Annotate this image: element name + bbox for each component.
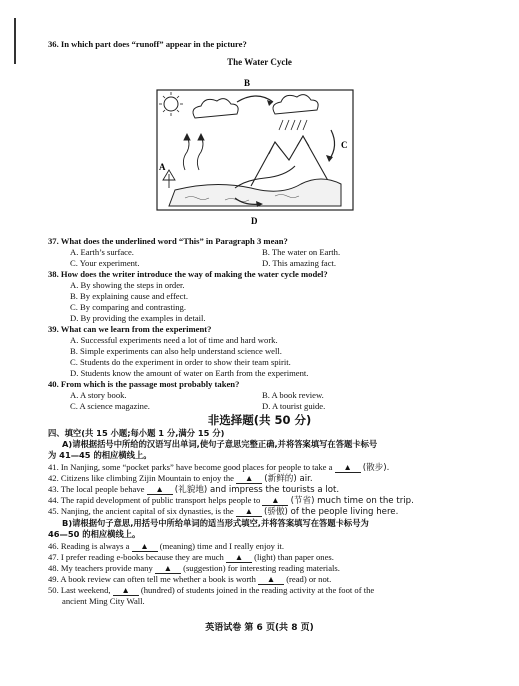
- q40-stem: 40. From which is the passage most probably taken?: [48, 379, 240, 389]
- q43-hint: (礼貌地) and impress the tourists a lot.: [174, 485, 340, 495]
- q50-text: 50. Last weekend,: [48, 585, 111, 595]
- q37-option-a: A. Earth’s surface.: [70, 247, 134, 257]
- q39-option-c: C. Students do the experiment in order to show their team spirit.: [70, 357, 291, 367]
- q38-stem: 38. How does the writer introduce the way of making the water cycle model?: [48, 269, 328, 279]
- q39-option-b: B. Simple experiments can also help understand science well.: [70, 346, 282, 356]
- q37-option-d: D. This amazing fact.: [262, 258, 337, 268]
- q45: [48, 506, 398, 517]
- q40-option-b: B. A book review.: [262, 390, 324, 400]
- q46-hint: (meaning) time and I really enjoy it.: [159, 541, 285, 551]
- q40-option-a: A. A story book.: [70, 390, 127, 400]
- runoff-river-icon: [235, 166, 295, 188]
- q46: [48, 541, 284, 552]
- sun-icon: [159, 92, 183, 116]
- q46-text: 46. Reading is always a: [48, 541, 130, 551]
- evaporation-arrows-icon: [183, 134, 204, 170]
- q48-answer-blank[interactable]: ▲: [155, 563, 181, 574]
- label-a: A: [159, 162, 166, 172]
- q43: [48, 484, 339, 495]
- q44-answer-blank[interactable]: ▲: [262, 495, 288, 506]
- q50-hint: (hundred) of students joined in the reading activity at the foot of the: [140, 585, 375, 595]
- q49-hint: (read) or not.: [286, 574, 332, 584]
- q45-text: 45. Nanjing, the ancient capital of six dynasties, is the: [48, 506, 234, 516]
- cloud-right-icon: [273, 95, 318, 114]
- water-cycle-diagram: [155, 70, 355, 230]
- part4-b-instruction-line1: B)请根据句子意思,用括号中所给单词的适当形式填空,并将答案填写在答题卡标号为: [62, 518, 369, 528]
- q41-answer-blank[interactable]: ▲: [335, 462, 361, 473]
- part4-heading: 四、填空(共 15 小题;每小题 1 分,满分 15 分): [48, 428, 225, 438]
- q44-text: 44. The rapid development of public transport helps people to: [48, 495, 261, 505]
- page-footer: 英语试卷 第 6 页(共 8 页): [205, 623, 314, 633]
- q36-stem: 36. In which part does “runoff” appear in the picture?: [48, 39, 247, 49]
- label-d: D: [251, 216, 258, 226]
- label-c: C: [341, 140, 348, 150]
- q42-text: 42. Citizens like climbing Zijin Mountain to enjoy the: [48, 473, 234, 483]
- q37-option-b: B. The water on Earth.: [262, 247, 341, 257]
- q49-text: 49. A book review can often tell me whether a book is worth: [48, 574, 256, 584]
- q50-answer-blank[interactable]: ▲: [113, 585, 139, 596]
- q46-answer-blank[interactable]: ▲: [132, 541, 158, 552]
- q48-hint: (suggestion) for interesting reading materials.: [183, 563, 340, 573]
- part4-b-instruction-line2: 46—50 的相应横线上。: [48, 529, 141, 539]
- section-title: 非选择题(共 50 分): [207, 413, 312, 427]
- q42-hint: (新鲜的) air.: [264, 474, 313, 484]
- q43-text: 43. The local people behave: [48, 484, 145, 494]
- q37-stem: 37. What does the underlined word “This” in Paragraph 3 mean?: [48, 236, 288, 246]
- q42: [48, 473, 313, 484]
- q44-hint: (节省) much time on the trip.: [290, 496, 414, 506]
- q45-answer-blank[interactable]: ▲: [236, 506, 262, 517]
- q47-answer-blank[interactable]: ▲: [226, 552, 252, 563]
- part4-a-instruction-line1: A)请根据括号中所给的汉语写出单词,使句子意思完整正确,并将答案填写在答题卡标号: [62, 439, 378, 449]
- q47-hint: (light) than paper ones.: [254, 552, 334, 562]
- q38-option-a: A. By showing the steps in order.: [70, 280, 185, 290]
- lake-icon: [169, 179, 341, 206]
- q38-option-b: B. By explaining cause and effect.: [70, 291, 188, 301]
- q37-option-c: C. Your experiment.: [70, 258, 140, 268]
- label-b: B: [244, 78, 251, 88]
- cloud-left-icon: [193, 99, 238, 118]
- part4-a-instruction-line2: 为 41—45 的相应横线上。: [48, 450, 152, 460]
- q47: [48, 552, 334, 563]
- q38-option-d: D. By providing the examples in detail.: [70, 313, 206, 323]
- q41: [48, 462, 389, 473]
- q45-hint: (骄傲) of the people living here.: [264, 507, 399, 517]
- rain-icon: [279, 120, 307, 130]
- q48-text: 48. My teachers provide many: [48, 563, 153, 573]
- q39-option-d: D. Students know the amount of water on Earth from the experiment.: [70, 368, 309, 378]
- q43-answer-blank[interactable]: ▲: [147, 484, 173, 495]
- q41-hint: (散步).: [362, 463, 390, 473]
- q50-line2: ancient Ming City Wall.: [62, 596, 145, 606]
- q41-text: 41. In Nanjing, some “pocket parks” have become good places for people to take a: [48, 462, 333, 472]
- q40-option-d: D. A tourist guide.: [262, 401, 326, 411]
- q38-option-c: C. By comparing and contrasting.: [70, 302, 186, 312]
- q40-option-c: C. A science magazine.: [70, 401, 150, 411]
- q50: [48, 585, 374, 596]
- q39-option-a: A. Successful experiments need a lot of time and hard work.: [70, 335, 278, 345]
- figure-title: The Water Cycle: [227, 57, 292, 67]
- arrow-c-icon: [329, 130, 335, 160]
- q47-text: 47. I prefer reading e-books because they are much: [48, 552, 224, 562]
- tree-icon: [163, 170, 175, 188]
- q48: [48, 563, 340, 574]
- q39-stem: 39. What can we learn from the experiment?: [48, 324, 212, 334]
- q42-answer-blank[interactable]: ▲: [236, 473, 262, 484]
- q49-answer-blank[interactable]: ▲: [258, 574, 284, 585]
- q44: [48, 495, 414, 506]
- q49: [48, 574, 331, 585]
